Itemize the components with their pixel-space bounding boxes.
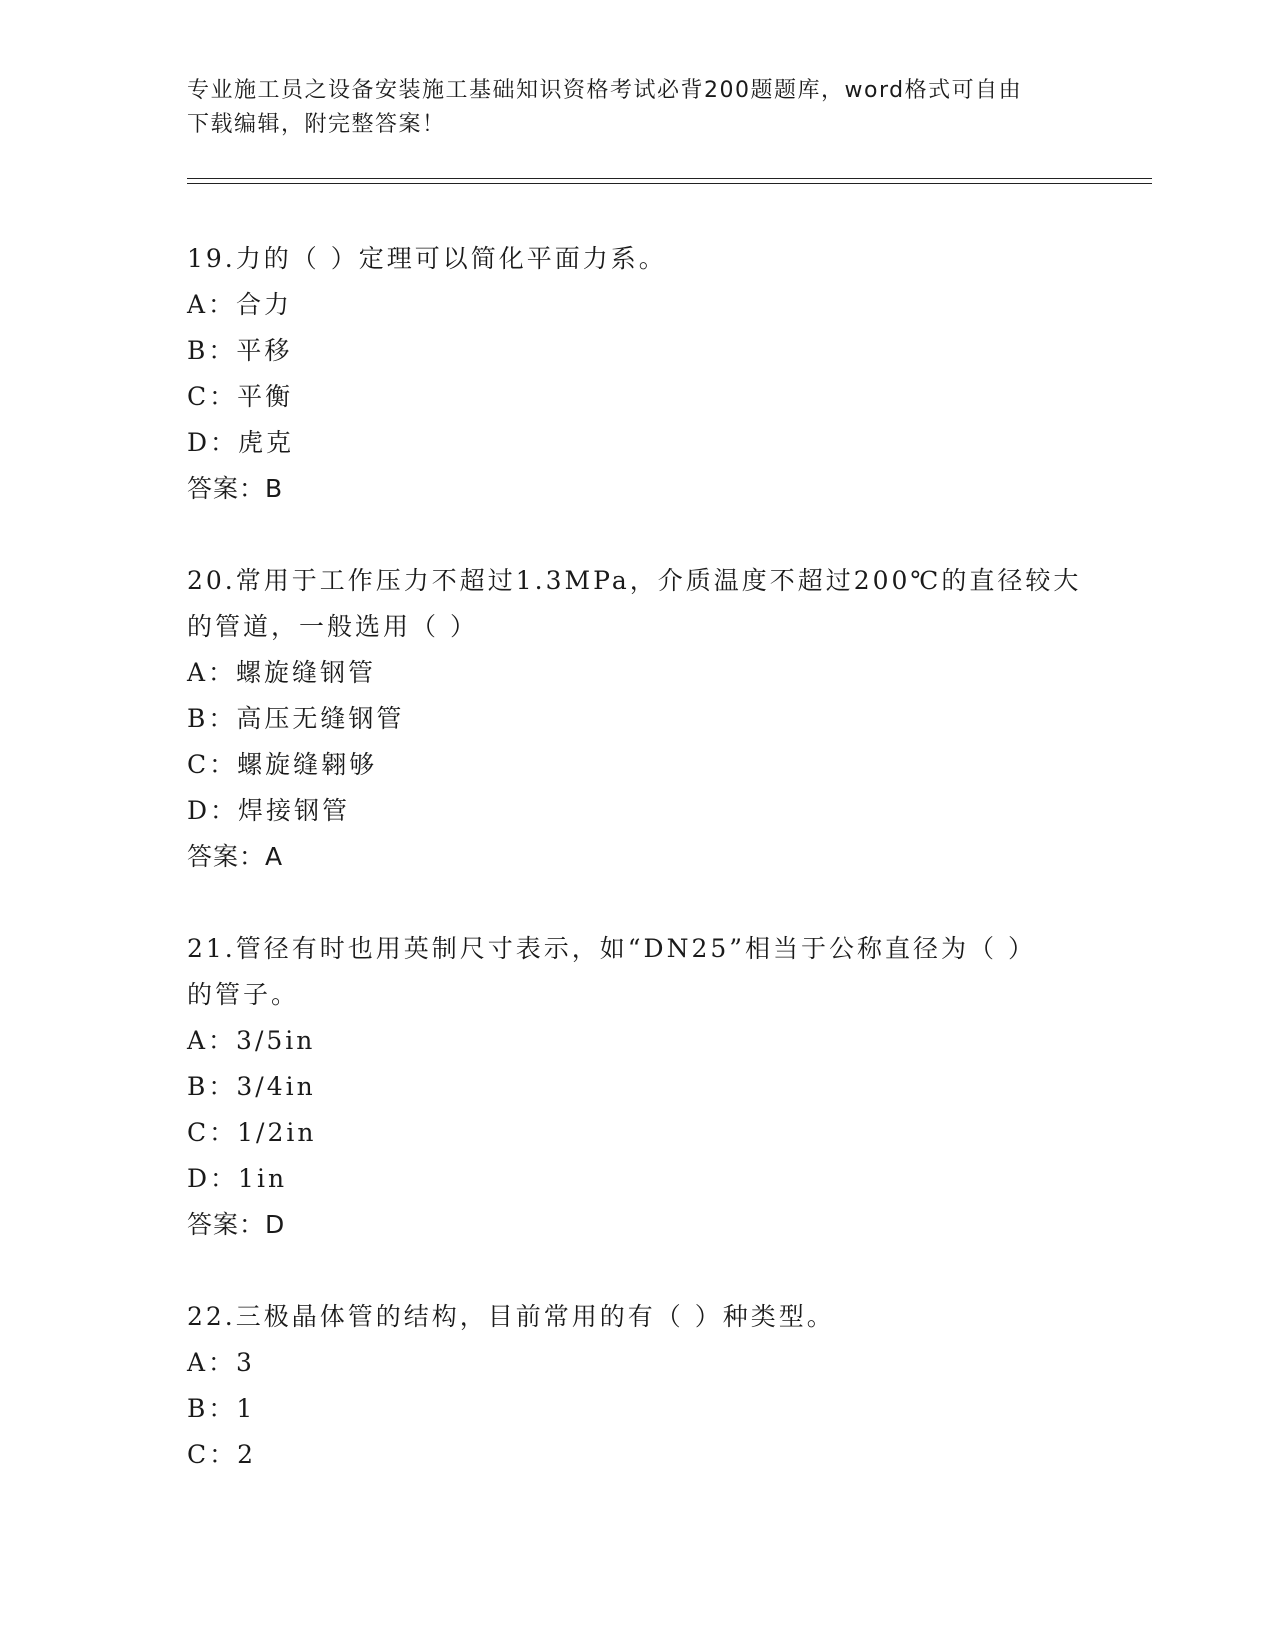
option-c: C：2 bbox=[187, 1440, 257, 1469]
question-20 bbox=[187, 558, 1087, 880]
option-b: B：高压无缝钢管 bbox=[187, 704, 405, 733]
header-divider-top bbox=[187, 178, 1152, 179]
option-d: D：虎克 bbox=[187, 428, 295, 457]
answer: 答案：B bbox=[187, 474, 284, 503]
option-c: C：1/2in bbox=[187, 1118, 317, 1147]
question-stem-continued: 的管子。 bbox=[187, 980, 300, 1009]
question-list bbox=[187, 236, 1087, 1524]
option-a: A：合力 bbox=[187, 290, 293, 319]
question-stem: 19.力的（ ）定理可以简化平面力系。 bbox=[187, 244, 667, 273]
question-stem: 21.管径有时也用英制尺寸表示，如“DN25”相当于公称直径为（ ） bbox=[187, 934, 1036, 963]
option-a: A：3/5in bbox=[187, 1026, 316, 1055]
option-b: B：3/4in bbox=[187, 1072, 316, 1101]
option-d: D：1in bbox=[187, 1164, 288, 1193]
option-a: A：螺旋缝钢管 bbox=[187, 658, 377, 687]
option-d: D：焊接钢管 bbox=[187, 796, 351, 825]
answer: 答案：D bbox=[187, 1210, 286, 1239]
option-a: A：3 bbox=[187, 1348, 255, 1377]
option-b: B：平移 bbox=[187, 336, 293, 365]
header-line-1: 专业施工员之设备安装施工基础知识资格考试必背200题题库，word格式可自由 bbox=[187, 78, 1023, 103]
document-header bbox=[187, 74, 1087, 142]
option-b: B：1 bbox=[187, 1394, 256, 1423]
question-stem: 22.三极晶体管的结构，目前常用的有（ ）种类型。 bbox=[187, 1302, 835, 1331]
question-stem-continued: 的管道，一般选用（ ） bbox=[187, 612, 478, 641]
header-divider-bottom bbox=[187, 183, 1152, 184]
option-c: C：螺旋缝翱够 bbox=[187, 750, 378, 779]
answer: 答案：A bbox=[187, 842, 284, 871]
option-c: C：平衡 bbox=[187, 382, 294, 411]
question-stem: 20.常用于工作压力不超过1.3MPa，介质温度不超过200℃的直径较大 bbox=[187, 566, 1082, 595]
header-line-2: 下载编辑，附完整答案！ bbox=[187, 112, 446, 137]
question-19 bbox=[187, 236, 1087, 512]
question-21 bbox=[187, 926, 1087, 1248]
question-22 bbox=[187, 1294, 1087, 1478]
